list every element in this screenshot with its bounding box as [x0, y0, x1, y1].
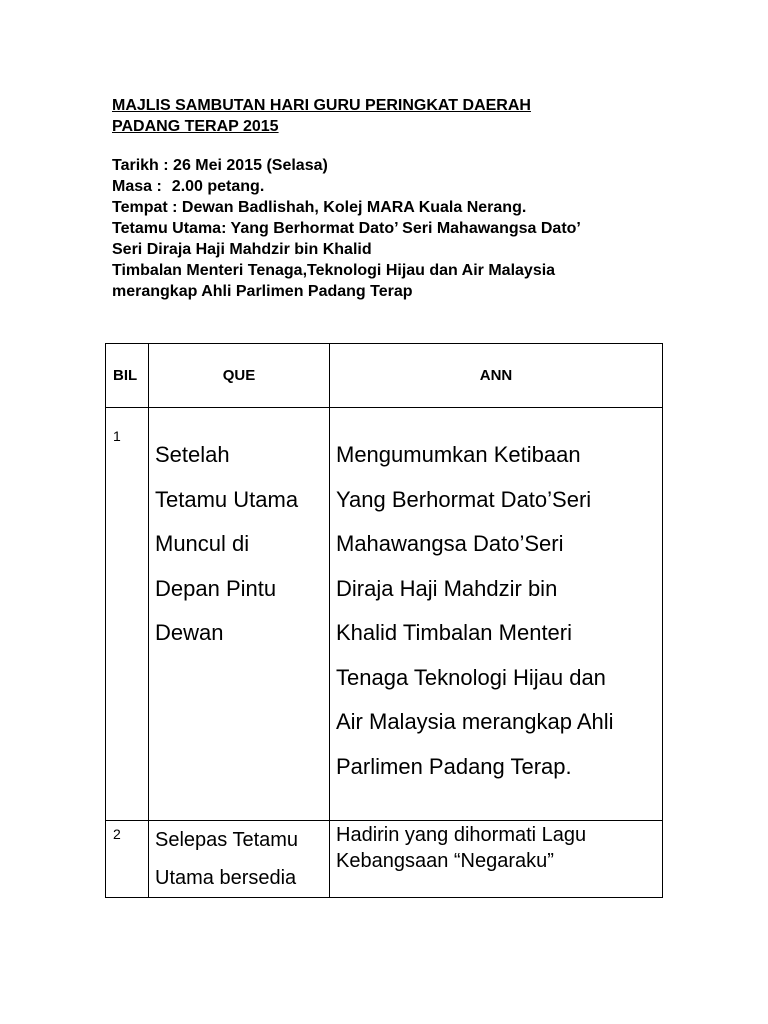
title-line-2: PADANG TERAP 2015: [112, 118, 279, 135]
title-line-1: MAJLIS SAMBUTAN HARI GURU PERINGKAT DAERAH: [112, 97, 531, 114]
guest-position-line-2: merangkap Ahli Parlimen Padang Terap: [112, 283, 413, 300]
row-2-bil-cell: [106, 821, 149, 898]
row-2-que-cell: [149, 821, 330, 898]
header-ann: ANN: [330, 344, 663, 408]
row-2-que-line: Selepas Tetamu: [155, 829, 299, 851]
table-header-row: [106, 344, 663, 408]
row-1-que: [149, 408, 329, 656]
row-1-ann-line: Khalid Timbalan Menteri: [336, 620, 573, 645]
row-1-que-line: Tetamu Utama: [155, 486, 299, 512]
row-2-que-line: Utama bersedia: [155, 867, 297, 889]
event-time-label: Masa :: [112, 178, 162, 195]
row-2-bil: 2: [113, 826, 121, 842]
row-1-bil: 1: [113, 428, 121, 444]
row-1-que-line: Muncul di: [155, 531, 250, 556]
row-1-que-line: Setelah: [155, 442, 230, 467]
row-1-bil-cell: [106, 408, 149, 821]
row-1-ann-line: Mengumumkan Ketibaan: [336, 442, 581, 467]
row-1-ann-cell: [330, 408, 663, 821]
header-que: QUE: [149, 344, 330, 408]
row-1-ann-line: Tenaga Teknologi Hijau dan: [336, 664, 606, 690]
event-time-value: 2.00 petang.: [171, 178, 265, 195]
guest-position-line-1: Timbalan Menteri Tenaga,Teknologi Hijau dan Air Malaysia: [112, 262, 556, 279]
event-details: [112, 155, 672, 302]
document-title: [112, 95, 632, 137]
row-2-ann: [330, 821, 662, 874]
row-2-ann-line: Kebangsaan “Negaraku”: [336, 850, 554, 872]
header-bil: BIL: [106, 344, 149, 408]
row-1-que-line: Depan Pintu: [155, 575, 277, 601]
row-1-ann-line: Parlimen Padang Terap.: [336, 753, 572, 779]
table-row: [106, 821, 663, 898]
row-1-ann-line: Yang Berhormat Dato’Seri: [336, 486, 592, 512]
row-1-ann-line: Mahawangsa Dato’Seri: [336, 531, 564, 556]
guest-of-honour-line-1: Tetamu Utama: Yang Berhormat Dato’ Seri Mahawangsa Dato’: [112, 220, 581, 237]
row-1-que-line: Dewan: [155, 620, 224, 645]
row-1-ann: [330, 408, 662, 789]
row-2-ann-cell: [330, 821, 663, 898]
event-time: [112, 176, 672, 197]
programme-table: [105, 343, 663, 898]
row-1-ann-line: Air Malaysia merangkap Ahli: [336, 709, 614, 734]
event-venue: Tempat : Dewan Badlishah, Kolej MARA Kuala Nerang.: [112, 199, 527, 216]
row-1-ann-line: Diraja Haji Mahdzir bin: [336, 575, 558, 601]
row-2-que: [149, 821, 329, 897]
row-2-ann-line: Hadirin yang dihormati Lagu: [336, 824, 587, 846]
guest-of-honour-line-2: Seri Diraja Haji Mahdzir bin Khalid: [112, 241, 372, 258]
event-date: Tarikh : 26 Mei 2015 (Selasa): [112, 157, 328, 174]
table-row: [106, 408, 663, 821]
row-1-que-cell: [149, 408, 330, 821]
